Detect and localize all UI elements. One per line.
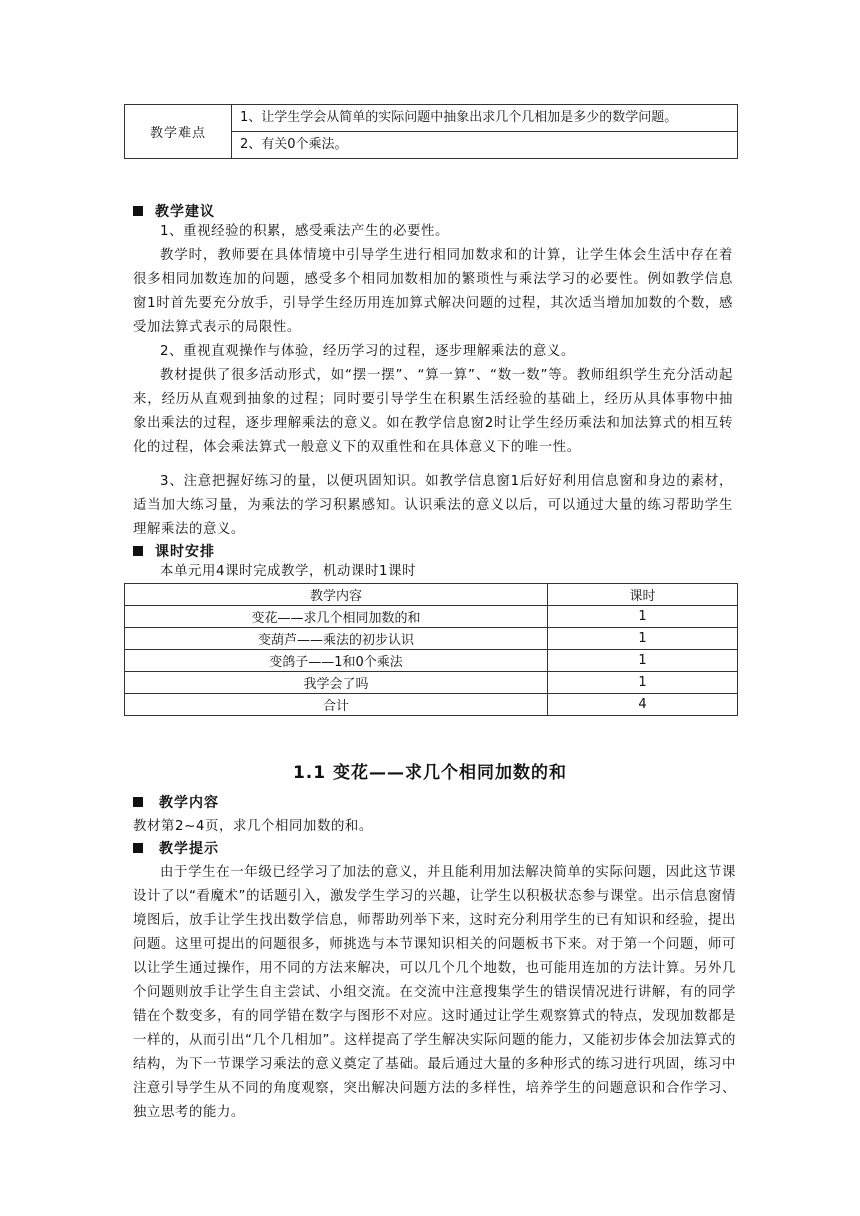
lesson-name: 合计 [125, 694, 548, 716]
difficulty-table [124, 104, 738, 159]
column-header-hours: 课时 [548, 584, 738, 606]
content-heading-text: 教学内容 [159, 795, 219, 811]
content-text: 教材第2~4页，求几个相同加数的和。 [133, 819, 373, 834]
suggestions-heading [133, 201, 215, 221]
table-header-row [125, 584, 738, 606]
difficulty-item-1: 1、让学生学会从简单的实际问题中抽象出求几个几相加是多少的数学问题。 [232, 105, 738, 132]
schedule-heading-text: 课时安排 [155, 544, 215, 560]
column-header-content: 教学内容 [125, 584, 548, 606]
suggestion-2-title: 2、重视直观操作与体验，经历学习的过程，逐步理解乘法的意义。 [160, 344, 575, 359]
lesson-hours: 4 [548, 694, 738, 716]
square-bullet-icon [133, 546, 143, 556]
content-heading [133, 792, 219, 812]
lesson-name: 我学会了吗 [125, 672, 548, 694]
suggestion-3: 3、注意把握好练习的量，以便巩固知识。如教学信息窗1后好好利用信息窗和身边的素材，适当加大练习量，为乘法的学习积累感知。认识乘法的意义以后，可以通过大量的练习帮助学生理解乘法的意义。 [133, 474, 733, 537]
lesson-hours: 1 [548, 606, 738, 628]
difficulty-item-2: 2、有关0个乘法。 [232, 132, 738, 159]
suggestion-2-body: 教材提供了很多活动形式，如“摆一摆”、“算一算”、“数一数”等。教师组织学生充分活动起来，经历从直观到抽象的过程；同时要引导学生在积累生活经验的基础上，经历从具体事物中抽象出乘法的过程，逐步理解乘法的意义。如在教学信息窗2时让学生经历乘法和加法算式的相互转化的过程，体会乘法算式一般意义下的双重性和在具体意义下的唯一性。 [133, 368, 733, 455]
schedule-heading [133, 541, 215, 561]
table-row [125, 628, 738, 650]
square-bullet-icon [133, 843, 143, 853]
section-title: 1.1 变花——求几个相同加数的和 [292, 763, 568, 783]
lesson-name: 变花——求几个相同加数的和 [125, 606, 548, 628]
difficulty-label: 教学难点 [125, 105, 232, 159]
square-bullet-icon [133, 206, 143, 216]
lesson-name: 变葫芦——乘法的初步认识 [125, 628, 548, 650]
table-row [125, 606, 738, 628]
schedule-intro: 本单元用4课时完成教学，机动课时1课时 [160, 564, 417, 579]
lesson-hours: 1 [548, 672, 738, 694]
table-row [125, 650, 738, 672]
lesson-hours: 1 [548, 650, 738, 672]
suggestion-1-title: 1、重视经验的积累，感受乘法产生的必要性。 [160, 224, 449, 239]
tips-heading [133, 838, 219, 858]
schedule-table [124, 583, 738, 716]
suggestions-heading-text: 教学建议 [155, 204, 215, 220]
tips-text: 由于学生在一年级已经学习了加法的意义，并且能利用加法解决简单的实际问题，因此这节课设计了以“看魔术”的话题引入，激发学生学习的兴趣，让学生以积极状态参与课堂。出示信息窗情境图后，放手让学生找出数学信息，师帮助列举下来，这时充分利用学生的已有知识和经验，提出问题。这里可提出的问题很多，师挑选与本节课知识相关的问题板书下来。对于第一个问题，师可以让学生通过操作，用不同的方法来解决，可以几个几个地数，也可能用连加的方法计算。另外几个问题则放手让学生自主尝试、小组交流。在交流中注意搜集学生的错误情况进行讲解，有的同学错在个数变多，有的同学错在数字与图形不对应。这时通过让学生观察算式的特点，发现加数都是一样的，从而引出“几个几相加”。这样提高了学生解决实际问题的能力，又能初步体会加法算式的结构，为下一节课学习乘法的意义奠定了基础。最后通过大量的多种形式的练习进行巩固，练习中注意引导学生从不同的角度观察，突出解决问题方法的多样性，培养学生的问题意识和合作学习、独立思考的能力。 [133, 865, 736, 1120]
table-row [125, 672, 738, 694]
table-row [125, 694, 738, 716]
suggestion-1-body: 教学时，教师要在具体情境中引导学生进行相同加数求和的计算，让学生体会生活中存在着很多相同加数连加的问题，感受多个相同加数相加的繁琐性与乘法学习的必要性。例如教学信息窗1时首先要充分放手，引导学生经历用连加算式解决问题的过程，其次适当增加加数的个数，感受加法算式表示的局限性。 [133, 248, 733, 335]
lesson-hours: 1 [548, 628, 738, 650]
tips-heading-text: 教学提示 [159, 841, 219, 857]
square-bullet-icon [133, 797, 143, 807]
lesson-name: 变鸽子——1和0个乘法 [125, 650, 548, 672]
table-row [125, 105, 738, 132]
